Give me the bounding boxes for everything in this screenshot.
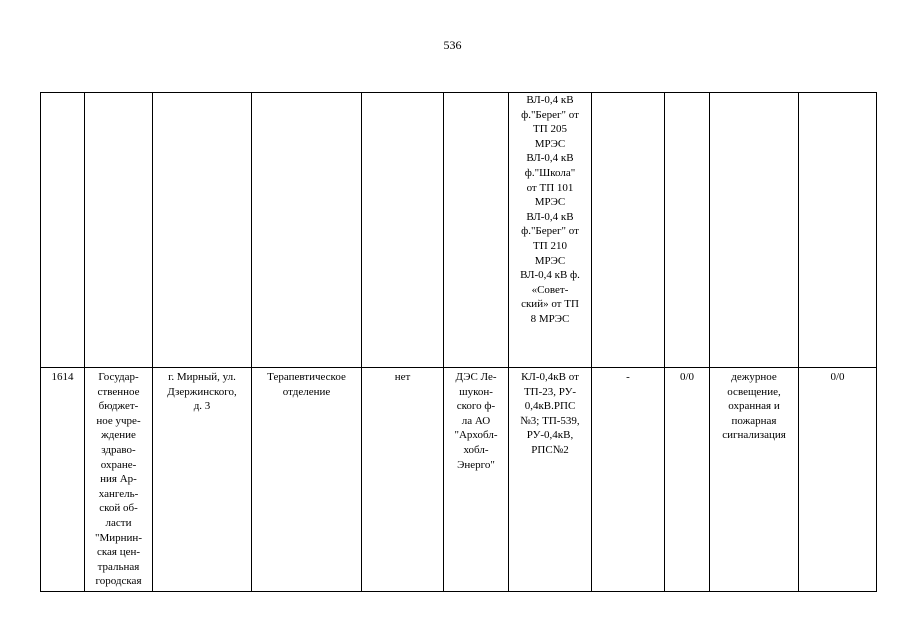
cell-col8: -: [592, 368, 665, 592]
cell-consumer-category: дежурное освещение, охранная и пожарная сигнализация: [710, 368, 799, 592]
cell-address: [153, 93, 252, 368]
cell-col9: [665, 93, 710, 368]
cell-number: [41, 93, 85, 368]
cell-supply-lines: ВЛ-0,4 кВ ф."Берег" от ТП 205 МРЭС ВЛ-0,4 кВ ф."Школа" от ТП 101 МРЭС ВЛ-0,4 кВ ф."Берег" от ТП 210 МРЭС ВЛ-0,4 кВ ф. «Совет- ский» от ТП 8 МРЭС: [509, 93, 592, 368]
page-number: 536: [443, 38, 462, 52]
cell-col11: [799, 93, 877, 368]
table-row: [41, 93, 877, 368]
cell-consumer-category: [710, 93, 799, 368]
cell-col8: [592, 93, 665, 368]
cell-object: Терапевтическое отделение: [252, 368, 362, 592]
cell-col5: нет: [362, 368, 444, 592]
cell-address: г. Мирный, ул. Дзержинского, д. 3: [153, 368, 252, 592]
cell-col5: [362, 93, 444, 368]
table-row: [41, 368, 877, 592]
cell-power-source: ДЭС Ле- шукон- ского ф- ла АО "Архобл- хобл- Энерго": [444, 368, 509, 592]
cell-object: [252, 93, 362, 368]
cell-col11: 0/0: [799, 368, 877, 592]
cell-col9: 0/0: [665, 368, 710, 592]
data-table: [40, 92, 877, 592]
cell-supply-lines: КЛ-0,4кВ от ТП-23, РУ- 0,4кВ.РПС №3; ТП-539, РУ-0,4кВ, РПС№2: [509, 368, 592, 592]
cell-organization: Государ- ственное бюджет- ное учре- ждение здраво- охране- ния Ар- хангель- ской об- ласти "Мирнин- ская цен- тральная городская: [85, 368, 153, 592]
cell-power-source: [444, 93, 509, 368]
cell-number: 1614: [41, 368, 85, 592]
cell-organization: [85, 93, 153, 368]
